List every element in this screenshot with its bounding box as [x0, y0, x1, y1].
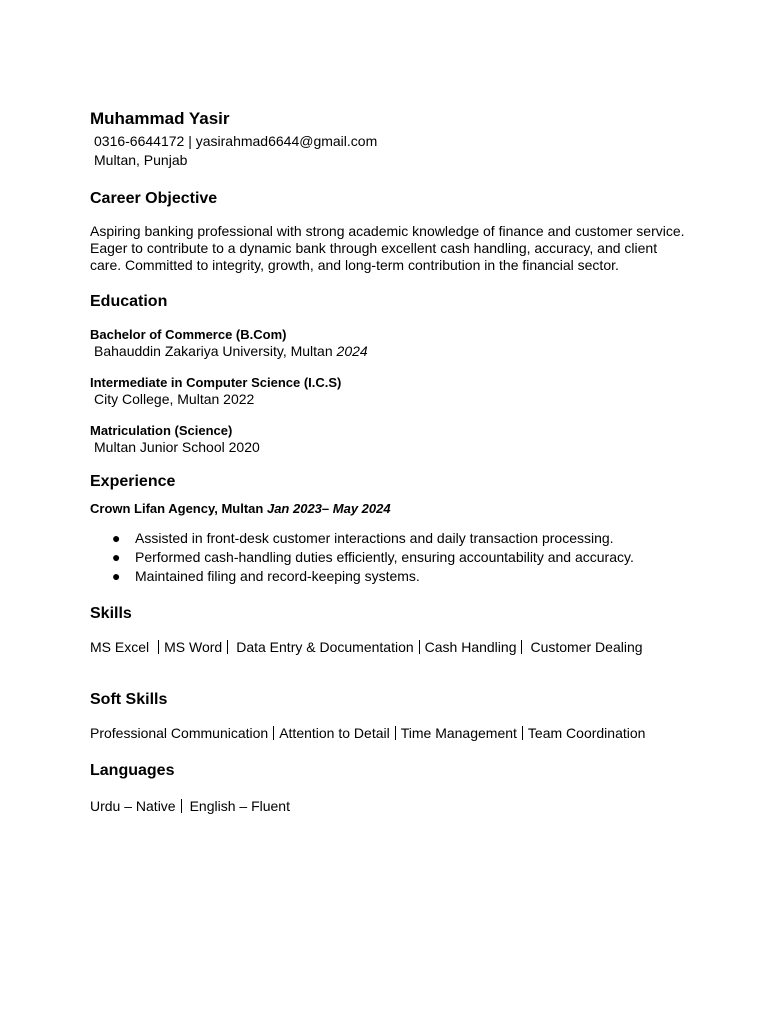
separator [227, 640, 228, 654]
career-objective-section [90, 189, 690, 274]
job-end-date: May 2024 [332, 501, 391, 516]
bullet-text: Maintained filing and record-keeping systems. [135, 568, 420, 584]
resume-page [90, 108, 690, 815]
soft-skill-item: Professional Communication [90, 725, 269, 741]
job-start-date: Jan 2023 [266, 501, 322, 516]
resume-header [90, 108, 690, 169]
objective-text [90, 223, 690, 274]
institution-name: City College, Multan [94, 391, 220, 407]
institution-line [90, 343, 690, 360]
separator [273, 726, 274, 740]
institution-line [90, 391, 690, 408]
separator [419, 640, 420, 654]
section-title-skills: Skills [90, 605, 132, 622]
degree-title: Intermediate in Computer Science (I.C.S) [90, 375, 342, 390]
contact-info: 0316-6644172 | yasirahmad6644@gmail.com [94, 133, 378, 149]
location: Multan, Punjab [94, 152, 188, 168]
education-section [90, 292, 690, 456]
bullet-text: Assisted in front-desk customer interactions and daily transaction processing. [135, 530, 614, 546]
experience-bullet-list [90, 529, 690, 586]
skills-list [90, 638, 690, 656]
bullet-icon: ● [112, 530, 121, 546]
section-title-experience: Experience [90, 473, 176, 490]
separator [181, 799, 182, 813]
section-title-career-objective: Career Objective [90, 190, 218, 207]
institution-line [90, 439, 690, 456]
separator [522, 726, 523, 740]
education-entry [90, 326, 690, 360]
skill-item: Cash Handling [424, 639, 517, 655]
separator [521, 640, 522, 654]
section-title-education: Education [90, 293, 168, 310]
languages-section [90, 761, 690, 815]
objective-line: Eager to contribute to a dynamic bank through excellent cash handling, accuracy, and client [90, 240, 658, 256]
objective-line: care. Committed to integrity, growth, and long-term contribution in the financial sector. [90, 257, 619, 273]
graduation-year: 2024 [336, 343, 368, 359]
list-item [112, 567, 690, 586]
experience-section [90, 472, 690, 586]
institution-name: Bahauddin Zakariya University, Multan [94, 343, 333, 359]
language-item: English – Fluent [189, 798, 290, 814]
separator [395, 726, 396, 740]
education-entry [90, 374, 690, 408]
bullet-text: Performed cash-handling duties efficiently, ensuring accountability and accuracy. [135, 549, 634, 565]
skill-item: Data Entry & Documentation [236, 639, 414, 655]
company-name: Crown Lifan Agency, Multan [90, 501, 264, 516]
soft-skill-item: Time Management [400, 725, 517, 741]
section-title-soft-skills: Soft Skills [90, 691, 168, 708]
graduation-year: 2022 [223, 391, 255, 407]
education-entry [90, 422, 690, 456]
skills-section [90, 604, 690, 656]
objective-line: Aspiring banking professional with strong academic knowledge of finance and customer service. [90, 223, 685, 239]
list-item [112, 548, 690, 567]
bullet-icon: ● [112, 568, 121, 584]
job-heading [90, 500, 690, 517]
separator [158, 640, 159, 654]
bullet-icon: ● [112, 549, 121, 565]
institution-name: Multan Junior School [94, 439, 225, 455]
soft-skills-list [90, 724, 690, 742]
soft-skill-item: Attention to Detail [279, 725, 390, 741]
date-dash: – [321, 501, 330, 516]
degree-title: Bachelor of Commerce (B.Com) [90, 327, 287, 342]
soft-skill-item: Team Coordination [527, 725, 646, 741]
language-item: Urdu – Native [90, 798, 176, 814]
list-item [112, 529, 690, 548]
skill-item: MS Excel [90, 639, 150, 655]
graduation-year: 2020 [228, 439, 260, 455]
skill-item: MS Word [164, 639, 223, 655]
degree-title: Matriculation (Science) [90, 423, 233, 438]
section-title-languages: Languages [90, 762, 175, 779]
skill-item: Customer Dealing [530, 639, 643, 655]
languages-list [90, 797, 690, 815]
soft-skills-section [90, 690, 690, 742]
candidate-name: Muhammad Yasir [90, 109, 230, 128]
